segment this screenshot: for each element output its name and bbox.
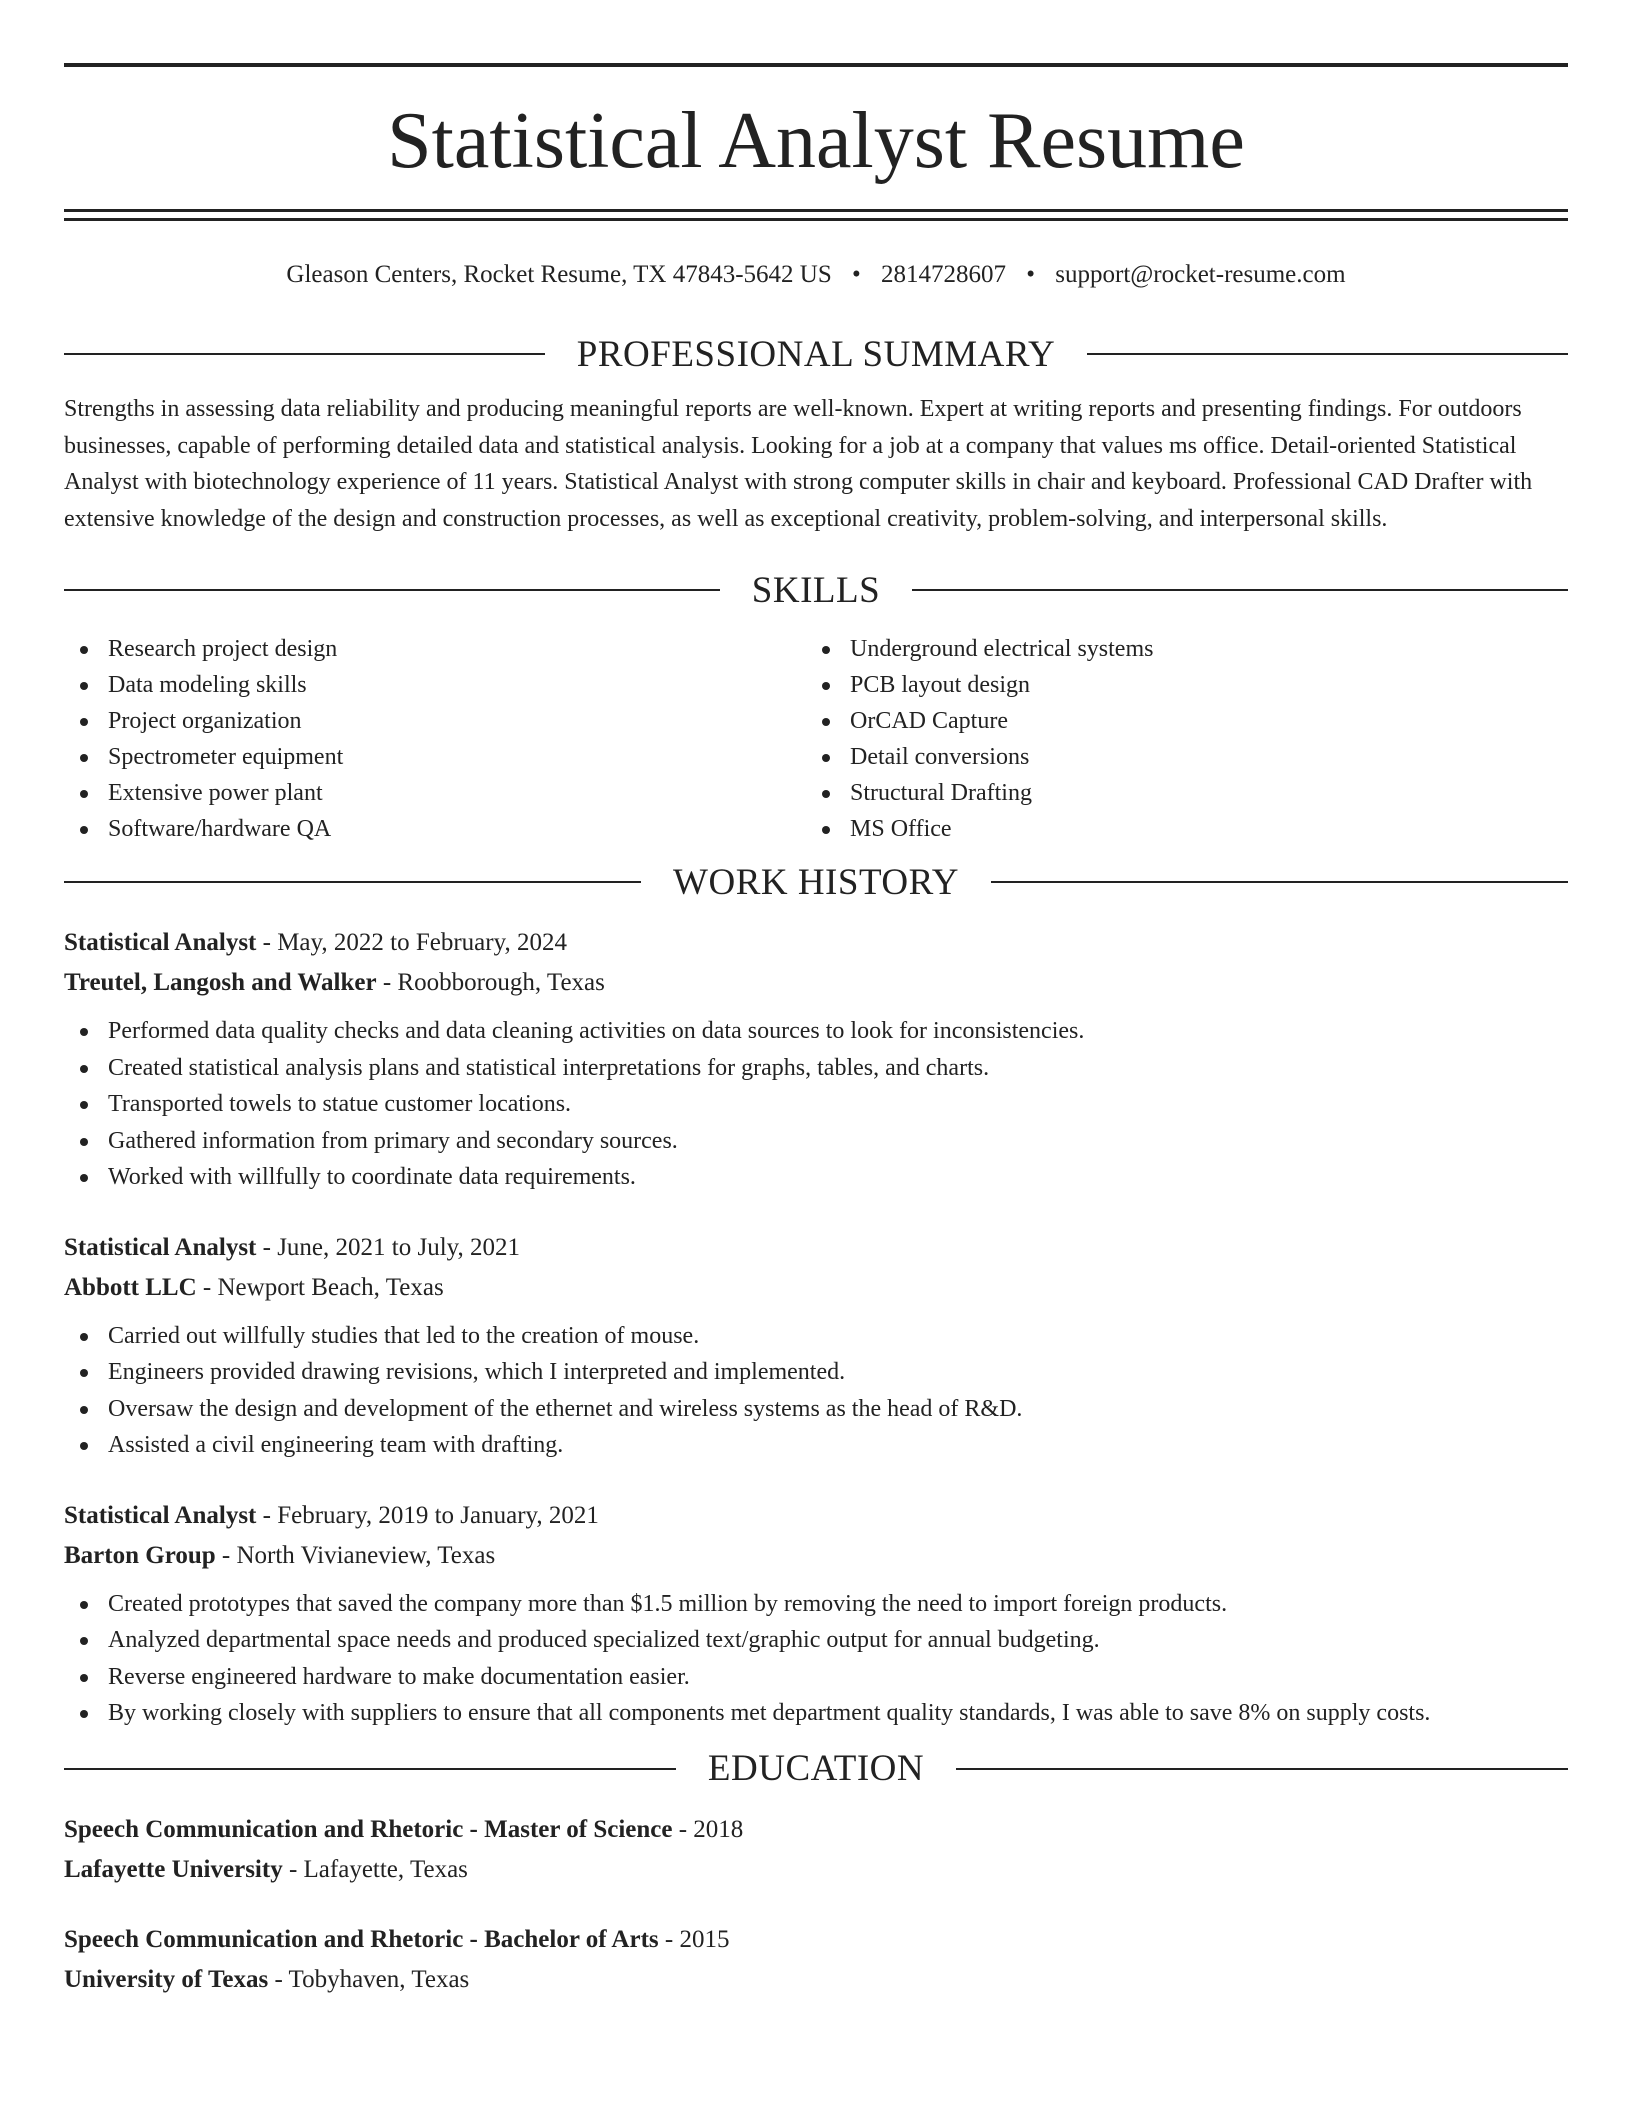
skill-item: Software/hardware QA bbox=[64, 811, 806, 847]
job-bullet: Assisted a civil engineering team with drafting. bbox=[64, 1427, 1568, 1464]
skills-list bbox=[64, 631, 1568, 847]
skills-column-right bbox=[806, 631, 1548, 847]
job-location: - Newport Beach, Texas bbox=[202, 1273, 444, 1301]
section-heading-work-history bbox=[64, 859, 1568, 905]
job-location: - Roobborough, Texas bbox=[382, 969, 605, 996]
skill-item: Structural Drafting bbox=[806, 775, 1548, 811]
education-entry bbox=[64, 1810, 1568, 1890]
job-title-line bbox=[64, 1496, 1568, 1536]
job-bullet: Created statistical analysis plans and statistical interpretations for graphs, tables, and charts. bbox=[64, 1050, 1568, 1087]
skill-item: Project organization bbox=[64, 703, 806, 739]
divider-line bbox=[64, 881, 641, 883]
divider-line bbox=[64, 1768, 676, 1770]
contact-line bbox=[64, 255, 1568, 295]
job-dates: - May, 2022 to February, 2024 bbox=[262, 929, 567, 956]
education-location: - Lafayette, Texas bbox=[288, 1855, 468, 1883]
page-title: Statistical Analyst Resume bbox=[387, 97, 1245, 185]
skill-item: Detail conversions bbox=[806, 739, 1548, 775]
job-company: Treutel, Langosh and Walker bbox=[64, 969, 377, 996]
job-entry bbox=[64, 1496, 1568, 1732]
summary-text: Strengths in assessing data reliability and producing meaningful reports are well-known. Expert at writing reports and presenting findings. For outdoors businesses, capable of performing detailed data and statistical analysis. Looking for a job at a company that values ms office. Detail-oriented Statistical Analyst with biotechnology experience of 11 years. Statistical Analyst with strong computer skills in chair and keyboard. Professional CAD Drafter with extensive knowledge of the design and construction processes, as well as exceptional creativity, problem-solving, and interpersonal skills. bbox=[64, 396, 1533, 532]
education-degree: Speech Communication and Rhetoric - Master of Science bbox=[64, 1815, 673, 1843]
divider-line bbox=[64, 589, 720, 591]
section-heading-summary bbox=[64, 331, 1568, 377]
section-heading-skills bbox=[64, 567, 1568, 613]
skill-item: Underground electrical systems bbox=[806, 631, 1548, 667]
job-bullets bbox=[64, 1013, 1568, 1196]
resume-page bbox=[64, 0, 1568, 2000]
divider-line bbox=[956, 1768, 1568, 1770]
job-title-line bbox=[64, 1228, 1568, 1268]
section-title: PROFESSIONAL SUMMARY bbox=[576, 333, 1056, 375]
education-year: - 2018 bbox=[678, 1815, 744, 1843]
divider-line bbox=[64, 353, 545, 355]
education-degree-line bbox=[64, 1810, 1568, 1850]
education-school: University of Texas bbox=[64, 1965, 269, 1993]
education-school: Lafayette University bbox=[64, 1855, 283, 1883]
section-title: WORK HISTORY bbox=[673, 861, 959, 903]
education-degree: Speech Communication and Rhetoric - Bachelor of Arts bbox=[64, 1925, 659, 1953]
job-entry bbox=[64, 923, 1568, 1196]
job-dates: - February, 2019 to January, 2021 bbox=[262, 1501, 599, 1529]
job-bullet: Created prototypes that saved the company more than $1.5 million by removing the need to import foreign products. bbox=[64, 1586, 1568, 1623]
job-dates: - June, 2021 to July, 2021 bbox=[262, 1233, 521, 1261]
contact-phone: 2814728607 bbox=[881, 261, 1006, 288]
skills-column-left bbox=[64, 631, 806, 847]
divider-line bbox=[912, 589, 1568, 591]
skill-item: Spectrometer equipment bbox=[64, 739, 806, 775]
job-bullets bbox=[64, 1318, 1568, 1464]
top-rule bbox=[64, 63, 1568, 67]
job-bullet: Worked with willfully to coordinate data requirements. bbox=[64, 1159, 1568, 1196]
skill-item: PCB layout design bbox=[806, 667, 1548, 703]
job-bullet: Analyzed departmental space needs and produced specialized text/graphic output for annual budgeting. bbox=[64, 1622, 1568, 1659]
skill-item: Extensive power plant bbox=[64, 775, 806, 811]
contact-separator: • bbox=[1026, 261, 1036, 288]
job-title: Statistical Analyst bbox=[64, 929, 257, 956]
job-entry bbox=[64, 1228, 1568, 1464]
skill-item: Research project design bbox=[64, 631, 806, 667]
contact-separator: • bbox=[851, 261, 861, 288]
contact-email[interactable]: support@rocket-resume.com bbox=[1055, 261, 1346, 288]
contact-address: Gleason Centers, Rocket Resume, TX 47843-5642 US bbox=[286, 261, 832, 288]
divider-line bbox=[991, 881, 1568, 883]
education-year: - 2015 bbox=[664, 1925, 730, 1953]
section-title: SKILLS bbox=[751, 569, 881, 611]
divider-line bbox=[1087, 353, 1568, 355]
job-bullet: Gathered information from primary and secondary sources. bbox=[64, 1123, 1568, 1160]
job-bullet: Engineers provided drawing revisions, which I interpreted and implemented. bbox=[64, 1354, 1568, 1391]
skill-item: Data modeling skills bbox=[64, 667, 806, 703]
job-bullet: Performed data quality checks and data cleaning activities on data sources to look for inconsistencies. bbox=[64, 1013, 1568, 1050]
job-company: Barton Group bbox=[64, 1541, 216, 1569]
job-bullet: Reverse engineered hardware to make documentation easier. bbox=[64, 1659, 1568, 1696]
job-title: Statistical Analyst bbox=[64, 1233, 257, 1261]
job-bullet: Oversaw the design and development of the ethernet and wireless systems as the head of R&D. bbox=[64, 1391, 1568, 1428]
job-bullet: By working closely with suppliers to ensure that all components met department quality standards, I was able to save 8% on supply costs. bbox=[64, 1695, 1568, 1732]
skill-item: OrCAD Capture bbox=[806, 703, 1548, 739]
job-bullet: Carried out willfully studies that led to the creation of mouse. bbox=[64, 1318, 1568, 1355]
section-heading-education bbox=[64, 1746, 1568, 1792]
education-location: - Tobyhaven, Texas bbox=[274, 1965, 470, 1993]
education-school-line bbox=[64, 1960, 1568, 2000]
skill-item: MS Office bbox=[806, 811, 1548, 847]
job-company-line bbox=[64, 963, 1568, 1003]
job-title-line bbox=[64, 923, 1568, 963]
education-entry bbox=[64, 1920, 1568, 2000]
job-title: Statistical Analyst bbox=[64, 1501, 257, 1529]
job-company-line bbox=[64, 1536, 1568, 1576]
job-company: Abbott LLC bbox=[64, 1273, 197, 1301]
job-location: - North Vivianeview, Texas bbox=[221, 1541, 496, 1569]
section-title: EDUCATION bbox=[707, 1748, 925, 1789]
education-school-line bbox=[64, 1850, 1568, 1890]
job-bullet: Transported towels to statue customer locations. bbox=[64, 1086, 1568, 1123]
education-degree-line bbox=[64, 1920, 1568, 1960]
job-bullets bbox=[64, 1586, 1568, 1732]
job-company-line bbox=[64, 1268, 1568, 1308]
title-double-rule bbox=[64, 209, 1568, 221]
